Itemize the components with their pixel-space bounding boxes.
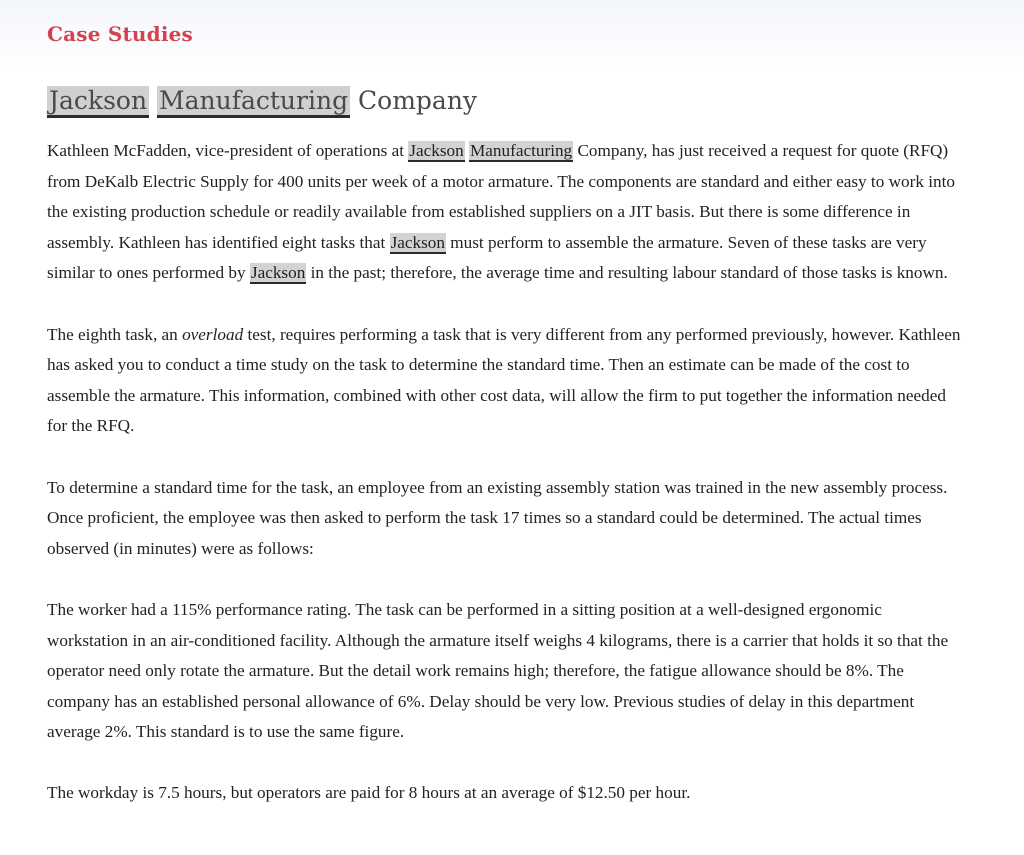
text: Kathleen McFadden, vice-president of operations at (47, 141, 409, 160)
highlighted-term[interactable]: Jackson (250, 263, 306, 283)
paragraph-1 (47, 136, 967, 289)
case-title-text: Company (358, 86, 478, 115)
case-body (47, 136, 967, 840)
paragraph-2 (47, 320, 967, 442)
highlighted-term[interactable]: Jackson (47, 86, 149, 118)
highlighted-term[interactable]: Manufacturing (470, 141, 573, 160)
paragraph-3: To determine a standard time for the task, an employee from an existing assembly station was trained in the new assembly process. Once proficient, the employee was then asked to perform the task 17 times so a standard could be determined. The actual times observed (in minutes) were as follows: (47, 477, 948, 558)
highlighted-term[interactable]: Jackson (409, 141, 464, 160)
highlighted-term[interactable]: Jackson (390, 232, 445, 252)
section-label: Case Studies (47, 22, 194, 46)
paragraph-4: The worker had a 115% performance rating. The task can be performed in a sitting position at a well-designed ergonomic workstation in an air-conditioned facility. Although the armature itself weighs 4 kilograms, there is a carrier that holds it so that the operator need only rotate the armature. But the detail work remains high; therefore, the fatigue allowance should be 8%. The company has an established personal allowance of 6%. Delay should be very low. Previous studies of delay in this department average 2%. This standard is to use the same figure. (47, 599, 949, 742)
emphasized-term: overload (182, 324, 244, 344)
text: Company, has just received a request for quote (RFQ) from DeKalb Electric Supply for 400 units per week of a motor armature. The components are standard and either easy to work into the existing production schedule or readily available from established suppliers on a JIT basis. But there is some difference in assembly. Kathleen has identified eight tasks that (47, 141, 955, 252)
highlighted-term[interactable]: Manufacturing (157, 86, 350, 118)
text: The eighth task, an (47, 324, 183, 344)
case-title (47, 86, 477, 115)
text: test, requires performing a task that is very different from any performed previously, however. Kathleen has asked you to conduct a time study on the task to determine the standard time. Then an estimate can be made of the cost to assemble the armature. This information, combined with other cost data, will allow the firm to put together the information needed for the RFQ. (47, 324, 961, 436)
text: must perform to assemble the armature. Seven of these tasks are very similar to ones performed by (47, 232, 927, 283)
paragraph-5: The workday is 7.5 hours, but operators are paid for 8 hours at an average of $12.50 per hour. (47, 783, 691, 803)
text: in the past; therefore, the average time and resulting labour standard of those tasks is known. (306, 263, 948, 283)
